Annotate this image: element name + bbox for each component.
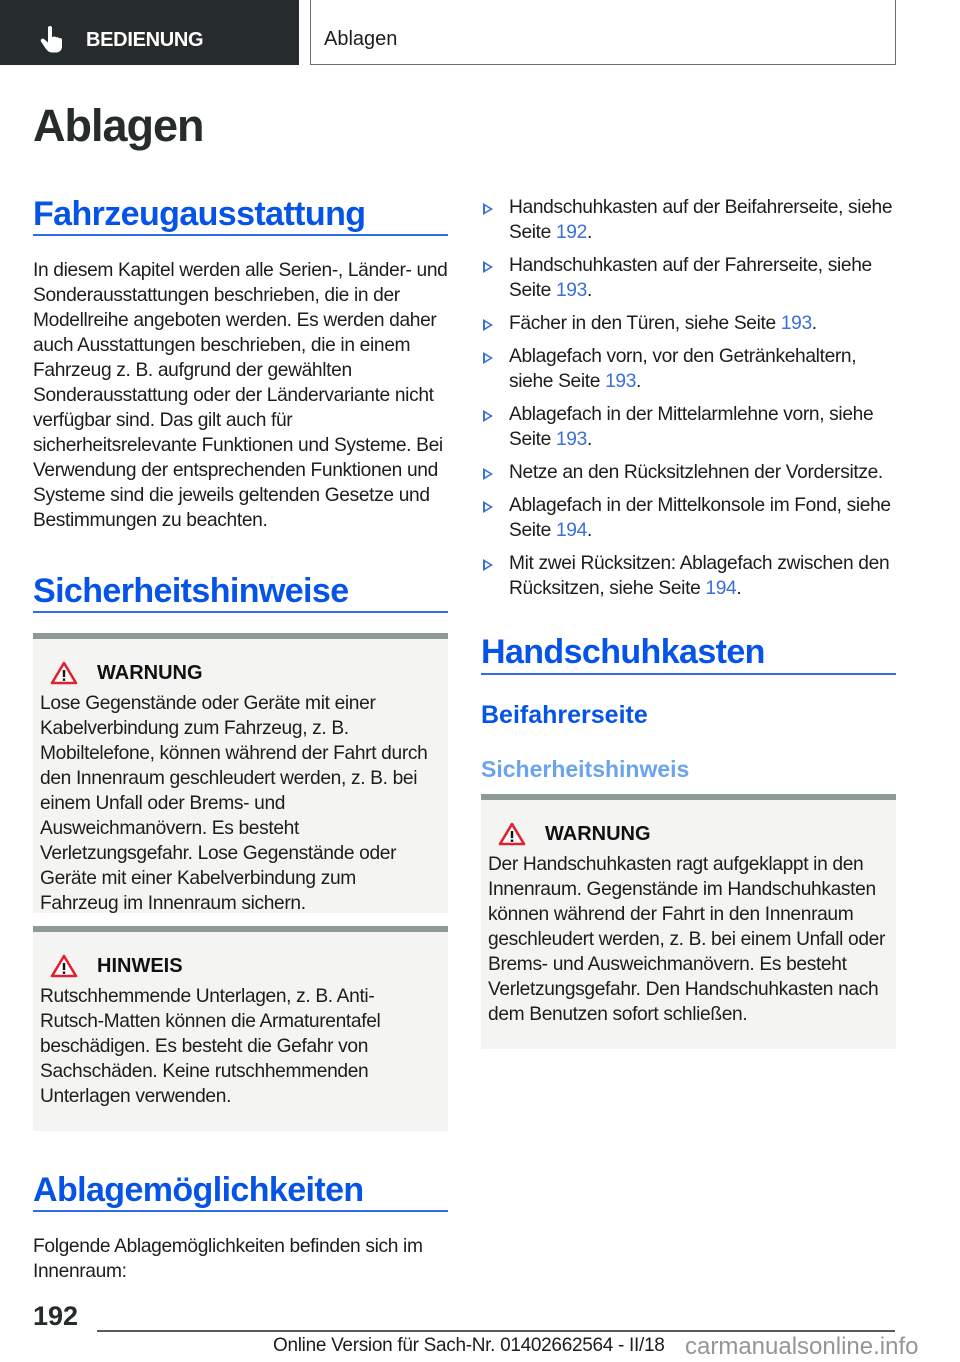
warning-title: WARNUNG (97, 661, 203, 684)
list-item: Mit zwei Rücksitzen: Ablagefach zwischen den Rücksitzen, siehe Seite 194. (481, 551, 901, 601)
triangle-bullet-icon (483, 468, 493, 480)
section-label: BEDIENUNG (86, 29, 204, 51)
heading-fahrzeugausstattung: Fahrzeugausstattung (33, 195, 366, 233)
heading-ablagemoeglichkeiten: Ablagemöglichkeiten (33, 1171, 364, 1209)
subheading-beifahrerseite: Beifahrerseite (481, 701, 648, 729)
list-item: Ablagefach in der Mittelkonsole im Fond, siehe Seite 194. (481, 493, 901, 543)
triangle-bullet-icon (483, 203, 493, 215)
warning-triangle-icon (50, 661, 78, 685)
warning-text: Der Handschuhkasten ragt aufgeklappt in den Innenraum. Gegenstände im Handschuhkasten können während der Fahrt in den Innenraum geschleudert werden, z. B. bei einem Unfall oder Brems- und Ausweichmanövern. Es besteht Verletzungsgefahr. Den Handschuhkasten nach dem Benutzen sofort schließen. (488, 854, 886, 1025)
page-link[interactable]: 194 (555, 520, 587, 541)
fahrzeugausstattung-text: In diesem Kapitel werden alle Serien-, Länder- und Sonderausstattungen beschrieben, die in der Modellreihe angeboten werden. Es werden daher auch Ausstattungen beschrieben, die in einem Fahrzeug z. B. aufgrund der gewählten Sonderausstattung oder der Ländervariante nicht verfügbar sind. Das gilt auch für sicherheitsrelevante Funktionen und Systeme. Bei Verwendung der entsprechenden Funktionen und Systeme sind die jeweils geltenden Gesetze und Bestimmungen zu beachten. (33, 260, 448, 531)
heading-handschuhkasten: Handschuhkasten (481, 633, 765, 671)
page-link[interactable]: 193 (555, 280, 587, 301)
list-item: Fächer in den Türen, siehe Seite 193. (481, 311, 901, 336)
hinweis-text: Rutschhemmende Unterlagen, z. B. Anti-Rutsch-Matten können die Armaturentafel beschädigen. Es besteht die Gefahr von Sachschäden. Keine rutschhemmenden Unterlagen verwenden. (40, 986, 381, 1107)
triangle-bullet-icon (483, 559, 493, 571)
subheading-sicherheitshinweis: Sicherheitshinweis (481, 756, 690, 782)
page-number: 192 (33, 1301, 79, 1331)
triangle-bullet-icon (483, 352, 493, 364)
heading-rule (33, 234, 448, 236)
hinweis-title: HINWEIS (97, 954, 183, 977)
list-item: Handschuhkasten auf der Beifahrerseite, siehe Seite 192. (481, 195, 901, 245)
footer-version: Online Version für Sach-Nr. 01402662564 - II/18 (273, 1335, 665, 1356)
handschuhkasten-warning-box (481, 794, 896, 1049)
list-item: Ablagefach vorn, vor den Getränkehaltern, siehe Seite 193. (481, 344, 901, 394)
page-link[interactable]: 193 (555, 429, 587, 450)
triangle-bullet-icon (483, 410, 493, 422)
page-title: Ablagen (33, 100, 204, 151)
triangle-bullet-icon (483, 261, 493, 273)
chapter-label: Ablagen (324, 28, 398, 50)
heading-rule (33, 1210, 448, 1212)
warning-text: Lose Gegenstände oder Geräte mit einer Kabelverbindung zum Fahrzeug, z. B. Mobiltelefone, können während der Fahrt durch den Innenraum geschleudert werden, z. B. bei einem Unfall oder Brems- und Ausweichmanövern. Es besteht Verletzungsgefahr. Lose Gegenstände oder Geräte mit einer Kabelverbindung zum Fahrzeug im Innenraum sichern. (40, 693, 428, 914)
ablagemoeglichkeiten-intro: Folgende Ablagemöglichkeiten befinden sich im Innenraum: (33, 1236, 423, 1282)
warning-triangle-icon (50, 954, 78, 978)
list-item: Ablagefach in der Mittelarmlehne vorn, siehe Seite 193. (481, 402, 901, 452)
heading-rule (481, 673, 896, 675)
triangle-bullet-icon (483, 501, 493, 513)
page-link[interactable]: 194 (705, 578, 737, 599)
warning-title: WARNUNG (545, 822, 651, 845)
heading-sicherheitshinweise: Sicherheitshinweise (33, 572, 349, 610)
heading-rule (33, 611, 448, 613)
triangle-bullet-icon (483, 319, 493, 331)
warning-box (33, 633, 448, 913)
list-item: Netze an den Rücksitzlehnen der Vordersitze. (481, 460, 901, 485)
list-item: Handschuhkasten auf der Fahrerseite, siehe Seite 193. (481, 253, 901, 303)
section-tab (0, 0, 299, 65)
page-link[interactable]: 193 (780, 313, 812, 334)
hinweis-box (33, 926, 448, 1131)
page-link[interactable]: 192 (555, 222, 587, 243)
chapter-tab (310, 0, 896, 65)
warning-triangle-icon (498, 822, 526, 846)
notice-bar (481, 794, 896, 800)
notice-bar (33, 926, 448, 932)
notice-bar (33, 633, 448, 639)
page-link[interactable]: 193 (605, 371, 637, 392)
storage-list (481, 195, 901, 609)
watermark: carmanualsonline.info (685, 1333, 919, 1360)
footer-rule (97, 1330, 895, 1332)
hand-pointer-icon (40, 26, 64, 54)
